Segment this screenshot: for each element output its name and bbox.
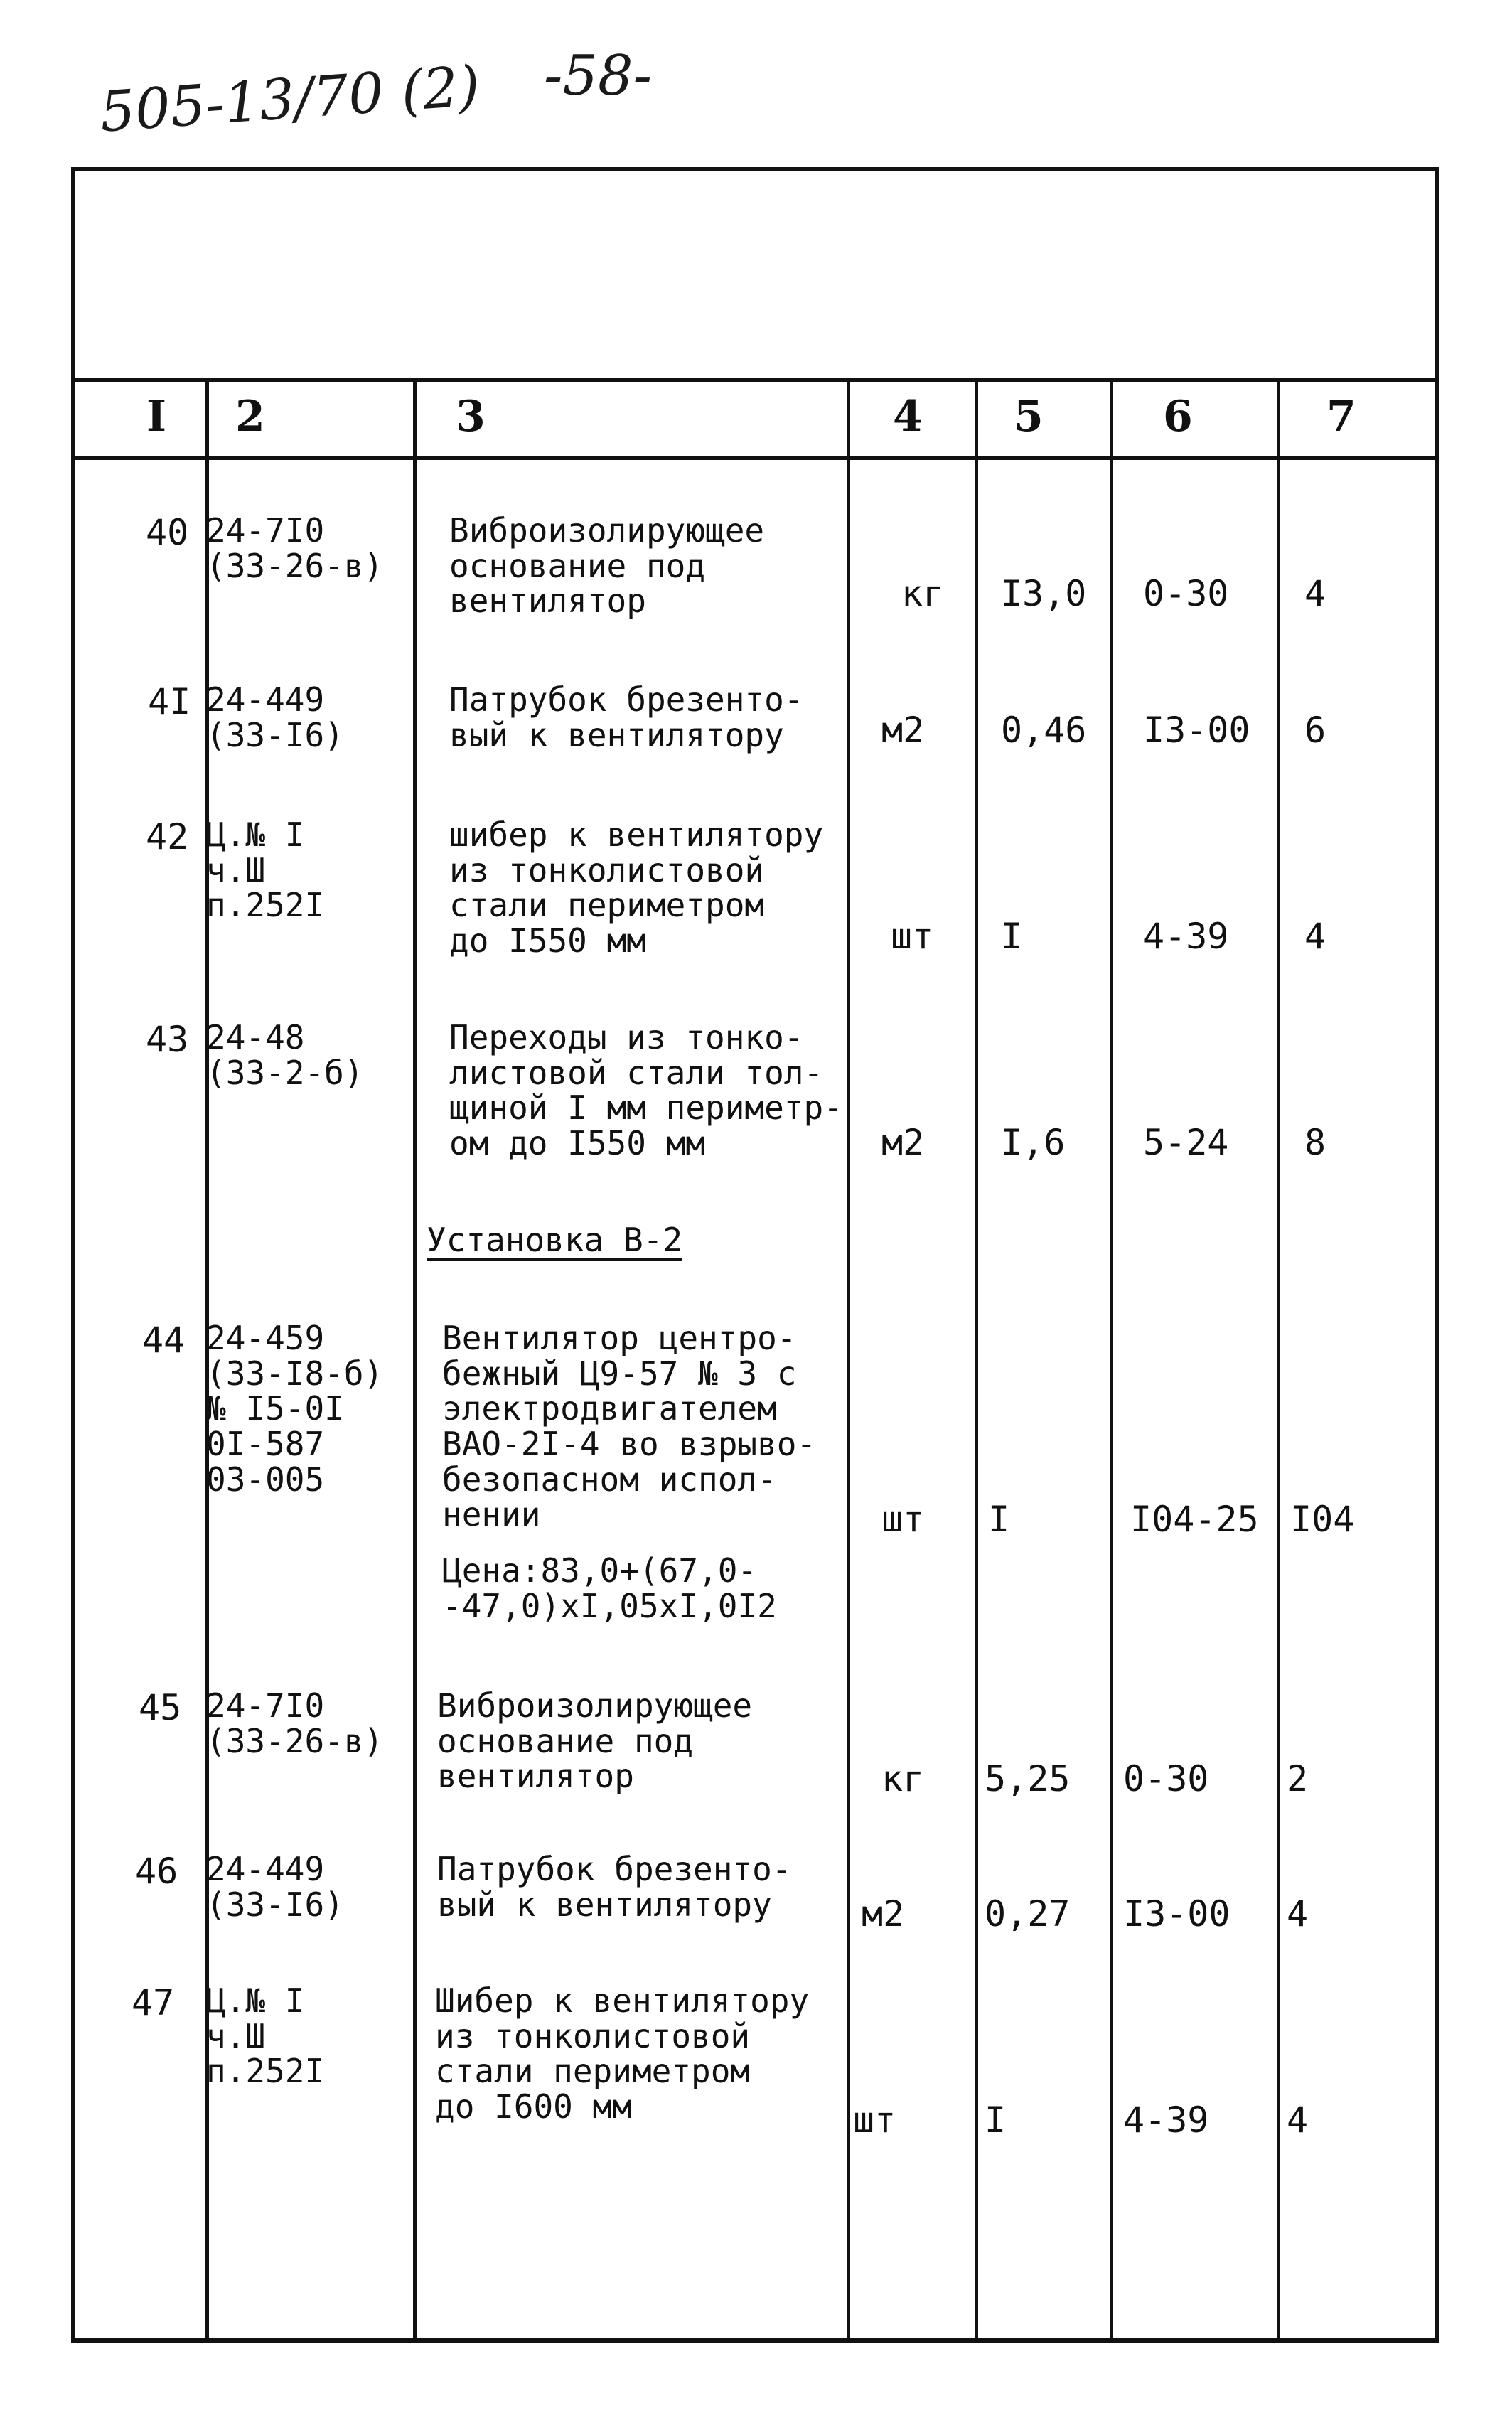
quantity: I — [985, 2099, 1007, 2141]
total-cost: 8 — [1304, 1122, 1326, 1163]
unit-price: 0-30 — [1123, 1758, 1209, 1799]
item-description: Шибер к вентилятору из тонколистовой стали периметром до I600 мм — [435, 1981, 810, 2126]
row-number: 46 — [135, 1851, 178, 1892]
row-number: 42 — [146, 816, 189, 857]
item-description: Патрубок брезенто- вый к вентилятору — [449, 680, 804, 754]
section-heading: Установка В-2 — [427, 1221, 683, 1259]
unit-price: 0-30 — [1143, 573, 1229, 614]
column-number: 5 — [1014, 392, 1044, 441]
column-divider — [975, 378, 978, 2338]
row-number: 44 — [142, 1320, 186, 1361]
unit-price: 4-39 — [1143, 916, 1229, 957]
unit: шт — [881, 1499, 925, 1540]
item-description: Патрубок брезенто- вый к вентилятору — [437, 1850, 792, 1924]
unit-price: I3-00 — [1143, 710, 1250, 751]
unit-price: I3-00 — [1123, 1893, 1230, 1934]
table-header-blank — [75, 171, 1435, 382]
norm-code: 24-459 (33-I8-б) № I5-0I 0I-587 03-005 — [206, 1319, 384, 1499]
quantity: 0,27 — [985, 1893, 1071, 1934]
column-divider — [847, 378, 850, 2338]
total-cost: 4 — [1304, 916, 1326, 957]
column-number: 7 — [1326, 392, 1356, 441]
unit: шт — [891, 916, 934, 957]
handwritten-page-number: -58- — [544, 44, 652, 108]
quantity: I — [988, 1499, 1010, 1540]
unit-price: I04-25 — [1130, 1499, 1259, 1540]
quantity: I,6 — [1001, 1122, 1066, 1163]
quantity: 5,25 — [985, 1758, 1071, 1799]
column-number: 4 — [893, 392, 923, 441]
column-divider — [1110, 378, 1113, 2338]
item-description: Виброизолирующее основание под вентилятор — [449, 511, 765, 621]
row-number: 40 — [146, 512, 189, 553]
column-divider — [413, 378, 417, 2338]
norm-code: 24-449 (33-I6) — [206, 1850, 344, 1924]
row-number: 4I — [148, 681, 191, 722]
total-cost: 4 — [1287, 2099, 1309, 2141]
unit-price: 4-39 — [1123, 2099, 1209, 2141]
column-number: 2 — [235, 392, 265, 441]
column-number: 3 — [456, 392, 486, 441]
unit: шт — [853, 2099, 896, 2141]
item-description: Переходы из тонко- листовой стали тол- щиной I мм периметр- ом до I550 мм — [449, 1018, 843, 1163]
row-number: 45 — [139, 1687, 182, 1728]
handwritten-doc-code: 505-13/70 (2) — [97, 54, 482, 145]
price-calculation-note: Цена:83,0+(67,0- -47,0)хI,05хI,0I2 — [442, 1551, 777, 1625]
column-number: I — [146, 392, 167, 441]
unit: м2 — [862, 1893, 905, 1934]
unit: кг — [901, 573, 945, 614]
row-number: 43 — [146, 1019, 189, 1060]
unit: м2 — [881, 710, 925, 751]
total-cost: 6 — [1304, 710, 1326, 751]
total-cost: I04 — [1290, 1499, 1355, 1540]
total-cost: 4 — [1287, 1893, 1309, 1934]
total-cost: 2 — [1287, 1758, 1309, 1799]
column-number: 6 — [1163, 392, 1193, 441]
total-cost: 4 — [1304, 573, 1326, 614]
norm-code: 24-48 (33-2-б) — [206, 1018, 364, 1092]
norm-code: 24-449 (33-I6) — [206, 680, 344, 754]
norm-code: Ц.№ I ч.Ш п.252I — [206, 1981, 325, 2091]
item-description: шибер к вентилятору из тонколистовой стали периметром до I550 мм — [449, 815, 824, 960]
item-description: Виброизолирующее основание под вентилятор — [437, 1686, 753, 1796]
quantity: I3,0 — [1001, 573, 1087, 614]
norm-code: 24-7I0 (33-26-в) — [206, 511, 384, 585]
row-number: 47 — [132, 1982, 175, 2023]
norm-code: Ц.№ I ч.Ш п.252I — [206, 815, 325, 925]
item-description: Вентилятор центро- бежный Ц9-57 № 3 с электродвигателем ВАО-2I-4 во взрыво- безопасном испол- нении — [442, 1319, 817, 1534]
unit-price: 5-24 — [1143, 1122, 1229, 1163]
unit: кг — [881, 1758, 925, 1799]
column-number-row — [75, 378, 1435, 460]
column-divider — [1277, 378, 1280, 2338]
quantity: 0,46 — [1001, 710, 1087, 751]
norm-code: 24-7I0 (33-26-в) — [206, 1686, 384, 1760]
quantity: I — [1001, 916, 1023, 957]
unit: м2 — [881, 1122, 925, 1163]
